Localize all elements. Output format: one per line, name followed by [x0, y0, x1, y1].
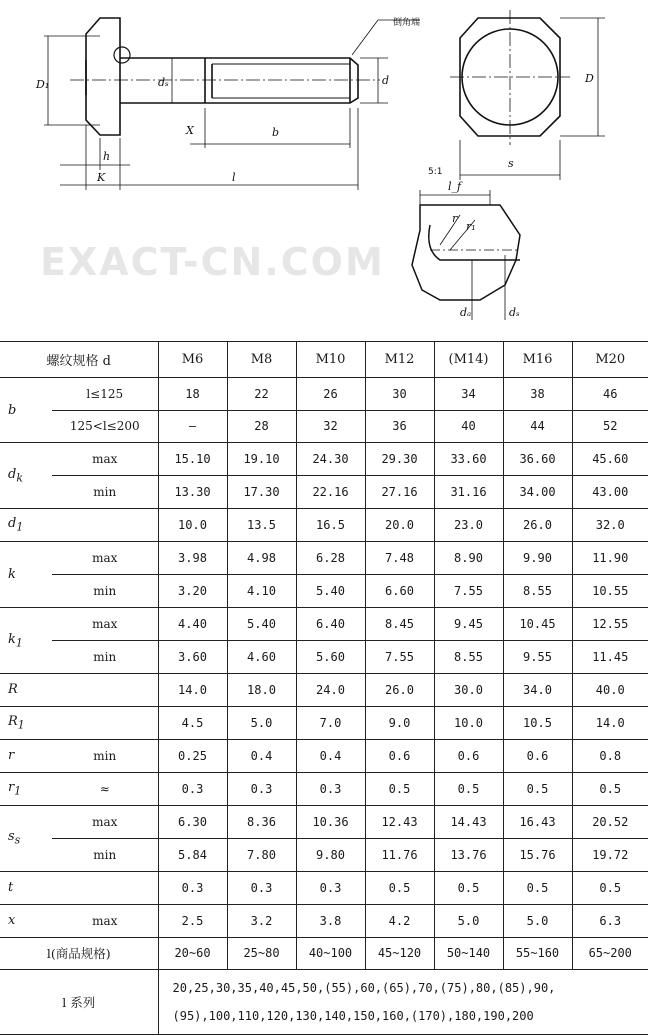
row-condition: min: [52, 641, 158, 674]
header-col: M8: [227, 342, 296, 378]
row-symbol: $r_1$: [0, 772, 52, 805]
table-row: [0, 904, 648, 937]
header-label: 螺纹规格 d: [0, 342, 158, 378]
table-cell: 7.0: [296, 706, 365, 739]
table-cell: 10.5: [503, 706, 572, 739]
table-cell: 0.5: [365, 772, 434, 805]
table-cell: 20.0: [365, 509, 434, 542]
table-cell: 0.6: [503, 739, 572, 772]
table-cell: 0.3: [227, 871, 296, 904]
row-symbol: $k_1$: [0, 608, 52, 674]
table-cell: 0.5: [503, 871, 572, 904]
table-cell: 29.30: [365, 443, 434, 476]
table-cell: 0.3: [158, 871, 227, 904]
table-cell: 14.0: [158, 674, 227, 707]
label-K: K: [97, 171, 106, 184]
table-cell: 4.10: [227, 575, 296, 608]
table-cell: 6.28: [296, 542, 365, 575]
table-cell: 8.36: [227, 805, 296, 838]
table-cell: 9.45: [434, 608, 503, 641]
table-cell: 9.0: [365, 706, 434, 739]
table-cell: 46: [572, 377, 648, 410]
dimensions: [44, 20, 420, 190]
table-cell: 12.55: [572, 608, 648, 641]
table-cell: 7.55: [434, 575, 503, 608]
table-row: [0, 674, 648, 707]
table-row: [0, 772, 648, 805]
table-cell: 5.0: [227, 706, 296, 739]
table-row: [0, 706, 648, 739]
range-cell: 65~200: [572, 937, 648, 969]
label-h: h: [103, 150, 111, 163]
table-cell: 34.0: [503, 674, 572, 707]
label-r1: r₁: [466, 220, 476, 233]
table-cell: 13.5: [227, 509, 296, 542]
table-cell: 10.0: [434, 706, 503, 739]
table-cell: 18: [158, 377, 227, 410]
row-condition: 125<l≤200: [52, 410, 158, 443]
label-X: X: [186, 124, 194, 137]
table-cell: 0.6: [365, 739, 434, 772]
table-cell: 12.43: [365, 805, 434, 838]
table-cell: —: [158, 410, 227, 443]
table-cell: 3.60: [158, 641, 227, 674]
label-ds: dₛ: [158, 76, 169, 89]
table-cell: 43.00: [572, 476, 648, 509]
table-cell: 13.76: [434, 838, 503, 871]
table-cell: 11.45: [572, 641, 648, 674]
table-cell: 0.5: [434, 871, 503, 904]
table-row: [0, 410, 648, 443]
table-cell: 44: [503, 410, 572, 443]
callout-chamfer-end: 倒角端: [393, 18, 421, 28]
table-cell: 5.40: [296, 575, 365, 608]
table-cell: 32: [296, 410, 365, 443]
table-cell: 5.0: [434, 904, 503, 937]
row-symbol: $d_k$: [0, 443, 52, 509]
table-cell: 2.5: [158, 904, 227, 937]
table-row: [0, 805, 648, 838]
header-col: M20: [572, 342, 648, 378]
table-cell: 9.80: [296, 838, 365, 871]
table-cell: 6.30: [158, 805, 227, 838]
table-cell: 31.16: [434, 476, 503, 509]
table-cell: 0.3: [227, 772, 296, 805]
table-cell: 10.36: [296, 805, 365, 838]
range-row: [0, 937, 648, 969]
table-cell: 28: [227, 410, 296, 443]
row-symbol: k: [0, 542, 52, 608]
table-row: [0, 871, 648, 904]
table-cell: 10.55: [572, 575, 648, 608]
table-cell: 38: [503, 377, 572, 410]
row-condition: max: [52, 608, 158, 641]
table-cell: 7.80: [227, 838, 296, 871]
table-cell: 4.2: [365, 904, 434, 937]
table-cell: 30: [365, 377, 434, 410]
table-cell: 16.5: [296, 509, 365, 542]
table-cell: 0.5: [434, 772, 503, 805]
label-l: l: [232, 171, 236, 184]
row-symbol: $s_s$: [0, 805, 52, 871]
spec-table-body: [0, 342, 648, 1035]
label-ds-detail: dₛ: [509, 306, 520, 319]
table-cell: 33.60: [434, 443, 503, 476]
series-label: l 系列: [0, 969, 158, 1034]
row-condition: min: [52, 838, 158, 871]
table-cell: 4.98: [227, 542, 296, 575]
row-condition: min: [52, 575, 158, 608]
table-cell: 3.98: [158, 542, 227, 575]
series-row: [0, 969, 648, 1034]
table-cell: 7.55: [365, 641, 434, 674]
scale-label: 5:1: [428, 167, 443, 177]
table-cell: 40.0: [572, 674, 648, 707]
row-condition: [52, 509, 158, 542]
series-line-2: (95),100,110,120,130,140,150,160,(170),180,190,200: [172, 1008, 534, 1023]
row-condition: min: [52, 476, 158, 509]
label-s: s: [508, 157, 514, 170]
table-row: [0, 476, 648, 509]
table-cell: 8.55: [434, 641, 503, 674]
table-cell: 3.20: [158, 575, 227, 608]
range-cell: 25~80: [227, 937, 296, 969]
table-cell: 24.30: [296, 443, 365, 476]
row-symbol: t: [0, 871, 52, 904]
watermark: EXACT-CN.COM: [40, 240, 385, 284]
header-col: M12: [365, 342, 434, 378]
header-col: (M14): [434, 342, 503, 378]
table-cell: 14.43: [434, 805, 503, 838]
label-r: r: [452, 212, 458, 225]
label-d: d: [382, 74, 390, 87]
table-cell: 3.2: [227, 904, 296, 937]
table-cell: 26: [296, 377, 365, 410]
series-values: [158, 969, 648, 1034]
technical-drawing-svg: [0, 0, 650, 340]
table-cell: 6.60: [365, 575, 434, 608]
row-condition: l≤125: [52, 377, 158, 410]
table-cell: 30.0: [434, 674, 503, 707]
table-cell: 40: [434, 410, 503, 443]
table-cell: 0.25: [158, 739, 227, 772]
label-da: dₐ: [460, 306, 472, 319]
table-cell: 23.0: [434, 509, 503, 542]
table-cell: 13.30: [158, 476, 227, 509]
table-cell: 19.72: [572, 838, 648, 871]
table-cell: 14.0: [572, 706, 648, 739]
table-cell: 3.8: [296, 904, 365, 937]
row-symbol: r: [0, 739, 52, 772]
table-cell: 0.5: [572, 871, 648, 904]
series-line-1: 20,25,30,35,40,45,50,(55),60,(65),70,(75),80,(85),90,: [172, 980, 556, 995]
table-cell: 0.3: [296, 871, 365, 904]
table-cell: 8.90: [434, 542, 503, 575]
table-cell: 34.00: [503, 476, 572, 509]
table-cell: 26.0: [503, 509, 572, 542]
table-cell: 9.55: [503, 641, 572, 674]
table-cell: 16.43: [503, 805, 572, 838]
table-cell: 8.45: [365, 608, 434, 641]
table-row: [0, 838, 648, 871]
spec-table: [0, 341, 648, 1035]
table-cell: 34: [434, 377, 503, 410]
table-cell: 17.30: [227, 476, 296, 509]
row-condition: max: [52, 805, 158, 838]
row-symbol: x: [0, 904, 52, 937]
header-col: M16: [503, 342, 572, 378]
table-row: [0, 443, 648, 476]
table-row: [0, 509, 648, 542]
row-condition: [52, 871, 158, 904]
row-symbol: R: [0, 674, 52, 707]
table-cell: 15.76: [503, 838, 572, 871]
table-cell: 5.40: [227, 608, 296, 641]
range-cell: 20~60: [158, 937, 227, 969]
table-row: [0, 641, 648, 674]
table-cell: 32.0: [572, 509, 648, 542]
table-row: [0, 377, 648, 410]
table-cell: 6.3: [572, 904, 648, 937]
row-condition: [52, 674, 158, 707]
table-cell: 26.0: [365, 674, 434, 707]
table-cell: 0.4: [227, 739, 296, 772]
table-cell: 0.3: [158, 772, 227, 805]
range-cell: 40~100: [296, 937, 365, 969]
table-cell: 4.60: [227, 641, 296, 674]
header-col: M6: [158, 342, 227, 378]
table-cell: 24.0: [296, 674, 365, 707]
table-cell: 36: [365, 410, 434, 443]
table-cell: 45.60: [572, 443, 648, 476]
row-condition: max: [52, 904, 158, 937]
row-symbol: $d_1$: [0, 509, 52, 542]
table-cell: 0.8: [572, 739, 648, 772]
range-label: l(商品规格): [0, 937, 158, 969]
table-cell: 4.5: [158, 706, 227, 739]
range-cell: 45~120: [365, 937, 434, 969]
label-D: D: [585, 72, 594, 85]
table-cell: 10.45: [503, 608, 572, 641]
table-cell: 0.6: [434, 739, 503, 772]
table-cell: 20.52: [572, 805, 648, 838]
table-row: [0, 608, 648, 641]
row-condition: max: [52, 542, 158, 575]
label-lf: l_f: [448, 180, 462, 193]
table-cell: 36.60: [503, 443, 572, 476]
table-cell: 27.16: [365, 476, 434, 509]
table-cell: 4.40: [158, 608, 227, 641]
table-cell: 9.90: [503, 542, 572, 575]
table-cell: 7.48: [365, 542, 434, 575]
bolt-drawing: [0, 0, 650, 340]
row-symbol: b: [0, 377, 52, 443]
table-cell: 19.10: [227, 443, 296, 476]
label-D1: D₁: [36, 78, 50, 91]
label-b: b: [272, 126, 280, 139]
table-cell: 15.10: [158, 443, 227, 476]
table-cell: 0.5: [503, 772, 572, 805]
table-row: [0, 739, 648, 772]
range-cell: 55~160: [503, 937, 572, 969]
row-condition: min: [52, 739, 158, 772]
table-row: [0, 575, 648, 608]
row-condition: max: [52, 443, 158, 476]
table-cell: 6.40: [296, 608, 365, 641]
bolt-side-view: [86, 18, 358, 135]
table-row: [0, 542, 648, 575]
table-cell: 0.4: [296, 739, 365, 772]
table-cell: 0.3: [296, 772, 365, 805]
table-cell: 5.0: [503, 904, 572, 937]
row-symbol: $R_1$: [0, 706, 52, 739]
table-cell: 11.76: [365, 838, 434, 871]
row-condition: ≈: [52, 772, 158, 805]
table-cell: 5.60: [296, 641, 365, 674]
header-col: M10: [296, 342, 365, 378]
table-cell: 22.16: [296, 476, 365, 509]
range-cell: 50~140: [434, 937, 503, 969]
table-cell: 5.84: [158, 838, 227, 871]
header-row: [0, 342, 648, 378]
table-cell: 0.5: [572, 772, 648, 805]
table-cell: 22: [227, 377, 296, 410]
table-cell: 0.5: [365, 871, 434, 904]
table-cell: 52: [572, 410, 648, 443]
table-cell: 10.0: [158, 509, 227, 542]
row-condition: [52, 706, 158, 739]
table-cell: 18.0: [227, 674, 296, 707]
table-cell: 8.55: [503, 575, 572, 608]
table-cell: 11.90: [572, 542, 648, 575]
